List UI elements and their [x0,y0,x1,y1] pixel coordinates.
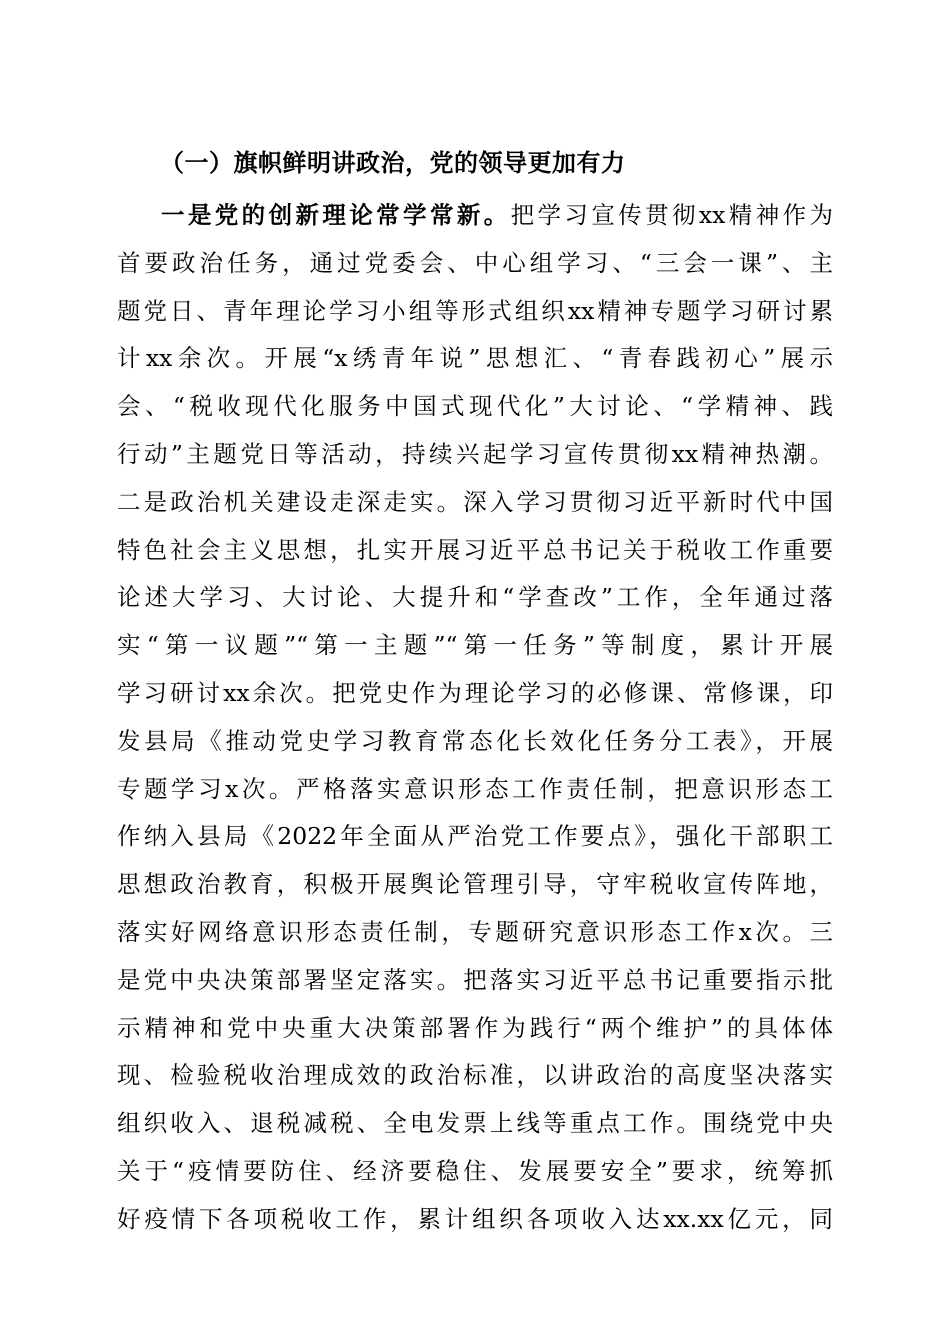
paragraph-line: 发县局《推动党史学习教育常态化长效化任务分工表》，开展 [117,726,833,755]
paragraph-line: 实“第一议题”“第一主题”“第一任务”等制度，累计开展 [117,631,833,660]
paragraph-line: 行动”主题党日等活动，持续兴起学习宣传贯彻xx精神热潮。 [117,439,833,468]
lead-continuation: 把学习宣传贯彻xx精神作为 [510,201,833,229]
paragraph-line: 首要政治任务，通过党委会、中心组学习、“三会一课”、主 [117,248,833,277]
paragraph-line: 专题学习x次。严格落实意识形态工作责任制，把意识形态工 [117,774,833,803]
section-heading: （一）旗帜鲜明讲政治，党的领导更加有力 [160,148,626,177]
paragraph-line: 落实好网络意识形态责任制，专题研究意识形态工作x次。三 [117,917,833,946]
paragraph-line [117,192,833,240]
lead-phrase: 一是党的创新理论常学常新。 [161,201,511,229]
paragraph-line: 作纳入县局《2022年全面从严治党工作要点》，强化干部职工 [117,822,833,851]
paragraph-line: 学习研讨xx余次。把党史作为理论学习的必修课、常修课，印 [117,678,833,707]
paragraph-line: 论述大学习、大讨论、大提升和“学查改”工作，全年通过落 [117,583,833,612]
paragraph-line: 关于“疫情要防住、经济要稳住、发展要安全”要求，统筹抓 [117,1156,833,1185]
paragraph-line: 现、检验税收治理成效的政治标准，以讲政治的高度坚决落实 [117,1061,833,1090]
paragraph-line: 好疫情下各项税收工作，累计组织各项收入达xx.xx亿元，同 [117,1204,833,1233]
paragraph-line: 特色社会主义思想，扎实开展习近平总书记关于税收工作重要 [117,535,833,564]
body-paragraph [117,192,833,1244]
paragraph-line: 二是政治机关建设走深走实。深入学习贯彻习近平新时代中国 [117,487,833,516]
paragraph-line: 会、“税收现代化服务中国式现代化”大讨论、“学精神、践 [117,392,833,421]
paragraph-line: 组织收入、退税减税、全电发票上线等重点工作。围绕党中央 [117,1109,833,1138]
paragraph-line: 计xx余次。开展“x绣青年说”思想汇、“青春践初心”展示 [117,344,833,373]
paragraph-line: 思想政治教育，积极开展舆论管理引导，守牢税收宣传阵地， [117,870,833,899]
paragraph-line: 是党中央决策部署坚定落实。把落实习近平总书记重要指示批 [117,965,833,994]
paragraph-line: 题党日、青年理论学习小组等形式组织xx精神专题学习研讨累 [117,296,833,325]
paragraph-line: 示精神和党中央重大决策部署作为践行“两个维护”的具体体 [117,1013,833,1042]
